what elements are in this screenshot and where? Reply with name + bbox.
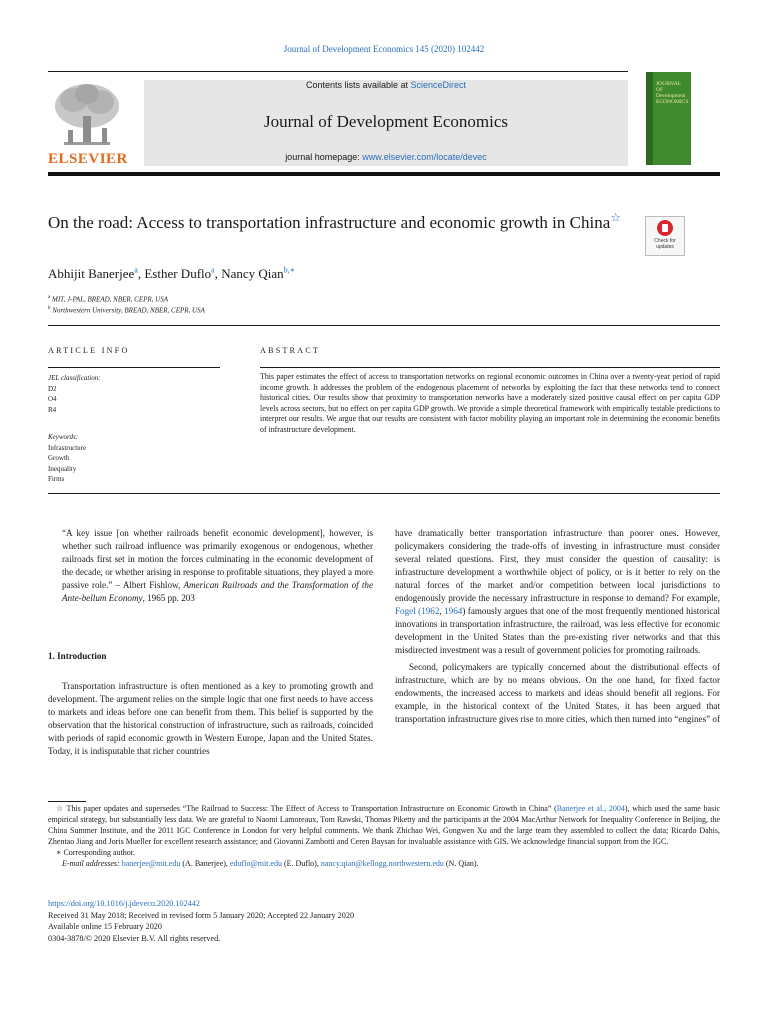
title-footnote-mark[interactable]: ☆ (610, 210, 622, 225)
section-divider (48, 325, 720, 326)
email-link[interactable]: eduflo@mit.edu (229, 859, 282, 868)
author-list: Abhijit Banerjee$^a$, Esther Duflo$^a$, Nancy Qian$^{b,∗}$ (48, 265, 296, 281)
paragraph: Second, policymakers are typically concerned about the distributional effects of infrastructure, which are by no means obvious. On the one hand, for fixed factor endowments, the increased access to markets and ideas should benefit all regions. For example, in the historical context of the United States, it has been argued that transportation infrastructure gives rise to more cities, which then turned into “engines” of (395, 662, 721, 724)
keywords (48, 432, 220, 485)
jel-code: R4 (48, 405, 57, 414)
received-dates: Received 31 May 2018; Received in revised form 5 January 2020; Accepted 22 January 2020 (48, 910, 355, 920)
author-affil-mark[interactable]: a (134, 265, 138, 275)
keyword: Growth (48, 454, 70, 463)
cover-title: JOURNAL OF Development ECONOMICS (656, 81, 689, 105)
doi-link[interactable]: https://doi.org/10.1016/j.jdeveco.2020.102442 (48, 899, 200, 908)
publication-info (48, 898, 720, 944)
section-divider (48, 493, 720, 494)
homepage-link[interactable]: www.elsevier.com/locate/devec (362, 152, 487, 162)
section-heading-introduction: 1. Introduction (48, 651, 107, 661)
footnotes (48, 803, 720, 869)
journal-citation[interactable]: Journal of Development Economics 145 (2020) 102442 (283, 44, 485, 54)
crossmark-label: Check for updates (654, 238, 676, 250)
crossmark-button[interactable] (645, 216, 685, 256)
keyword: Infrastructure (48, 443, 87, 452)
header-top-rule (48, 71, 628, 72)
abstract-heading: ABSTRACT (260, 346, 321, 355)
citation-link[interactable]: Banerjee et al., 2004 (556, 804, 625, 813)
journal-cover-thumbnail[interactable] (646, 72, 691, 165)
affiliation: $^b$ Northwestern University, BREAD, NBER, CEPR, USA (48, 306, 205, 315)
author-name[interactable]: Abhijit Banerjee (48, 266, 135, 281)
available-online: Available online 15 February 2020 (48, 922, 162, 931)
jel-label: JEL classification: (48, 374, 101, 382)
citation-link[interactable]: Fogel (1962 (395, 606, 440, 616)
contents-availability: Contents lists available at ScienceDirect (305, 80, 467, 90)
email-link[interactable]: nancy.qian@kellogg.northwestern.edu (320, 859, 444, 868)
footnote-rule (48, 801, 86, 802)
copyright: 0304-3878/© 2020 Elsevier B.V. All rights reserved. (48, 933, 221, 943)
article-info-rule (48, 367, 220, 368)
abstract-rule (260, 367, 720, 368)
keyword: Inequality (48, 464, 77, 473)
citation-link[interactable]: 1964 (444, 606, 463, 616)
epigraph: “A key issue [on whether railroads benefit economic development], however, is whether such railroad influence was primarily exogenous or endogenous, whether railroads first set in motion the forces culminating in the economic development of the decade, or whether arising in response to profitable situations, they played a more passive role.” – Albert Fishlow, American Railroads and the Transformation of the Ante-bellum Economy, 1965 pp. 203 (62, 528, 373, 603)
article-title: On the road: Access to transportation infrastructure and economic growth in China☆ (48, 210, 622, 232)
crossmark-icon (657, 220, 673, 236)
author-name[interactable]: Esther Duflo (144, 266, 212, 281)
journal-title: Journal of Development Economics (263, 112, 509, 131)
paragraph: have dramatically better transportation infrastructure than poorer ones. However, policymakers considering the trade-offs of investing in infrastructure must consider several related questions. First, they must consider the question of causality: is infrastructure development a worthwhile object of policy, or is it better to rely on the natural forces of the market and/or competition between local jurisdictions to endogenously provide the necessary infrastructure in response to demand? For example, Fogel (1962, 1964) famously argues that one of the most frequently mentioned historical innovations in transportation infrastructure, the railroad, was less effective for economic development in the United States than the pre-existing river networks and that this misdirected investment was a result of government policies for promoting railroads. (395, 528, 720, 655)
corresponding-author-note: ∗ Corresponding author. (56, 848, 135, 857)
jel-code: D2 (48, 384, 57, 393)
body-right-column (395, 527, 720, 726)
keyword: Firms (48, 475, 65, 484)
journal-homepage: journal homepage: www.elsevier.com/locate/devec (285, 152, 487, 162)
affiliation: $^a$ MIT, J-PAL, BREAD, NBER, CEPR, USA (48, 295, 168, 304)
email-link[interactable]: banerjee@mit.edu (121, 859, 181, 868)
cover-spine (646, 72, 653, 165)
author-name[interactable]: Nancy Qian (221, 266, 284, 281)
author-affil-mark[interactable]: b,∗ (283, 265, 296, 275)
author-affil-mark[interactable]: a (211, 265, 215, 275)
header-bottom-rule (48, 172, 720, 176)
elsevier-wordmark: ELSEVIER (48, 151, 128, 167)
abstract-text: This paper estimates the effect of access to transportation networks on regional economic outcomes in China over a twenty-year period of rapid income growth. It addresses the problem of the endogenous placement of networks by exploiting the fact that these networks tend to connect historical cities. Our results show that proximity to transportation networks have a moderately sized positive causal effect on per capita GDP levels across sectors, but no effect on per capita GDP growth. We provide a simple theoretical framework with empirically testable predictions to interpret our results. We argue that our results are consistent with factor mobility playing an important role in determining the economic benefits of infrastructure development. (260, 372, 720, 434)
intro-paragraph: Transportation infrastructure is often mentioned as a key to promoting growth and development. The argument relies on the simple logic that one first needs to have access to markets and ideas before one can benefit from them. This belief is supported by the observation that the historical construction of infrastructure, such as railroads, coincided with periods of rapid economic growth in Western Europe, Japan and the United States. Today, it is indisputable that richer countries (48, 681, 373, 756)
acknowledgement-footnote: ☆ This paper updates and supersedes “The Railroad to Success: The Effect of Access to Transportation Infrastructure on Economic Growth in China” (Banerjee et al., 2004), which used the same basic empirical strategy, but substantially less data. We are grateful to Naomi Lamoreaux, Tom Rawski, Thomas Piketty and the participants at the 2004 MacArthur Network for Inequality Conference in Beijing, the China Summer Institute, and the 2011 IGC Conference in London for very helpful comments. We thank Zhichao Wei, Gongwen Xu and the large team they assembled to collect the data; Ricardo Dahis, Zhentao Jiang and Joris Mueller for excellent research assistance; and Giovanni Zambotti and Ceren Baysan for invaluable assistance with GIS. We acknowledge financial support from the IGC. (48, 804, 720, 846)
keywords-label: Keywords: (48, 433, 79, 441)
sciencedirect-link[interactable]: ScienceDirect (410, 80, 467, 90)
jel-classification (48, 373, 220, 415)
jel-code: O4 (48, 395, 57, 404)
email-addresses: E-mail addresses: banerjee@mit.edu (A. Banerjee), eduflo@mit.edu (E. Duflo), nancy.qian@kellogg.northwestern.edu (N. Qian). (62, 859, 479, 868)
article-info-heading: ARTICLE INFO (48, 346, 130, 355)
